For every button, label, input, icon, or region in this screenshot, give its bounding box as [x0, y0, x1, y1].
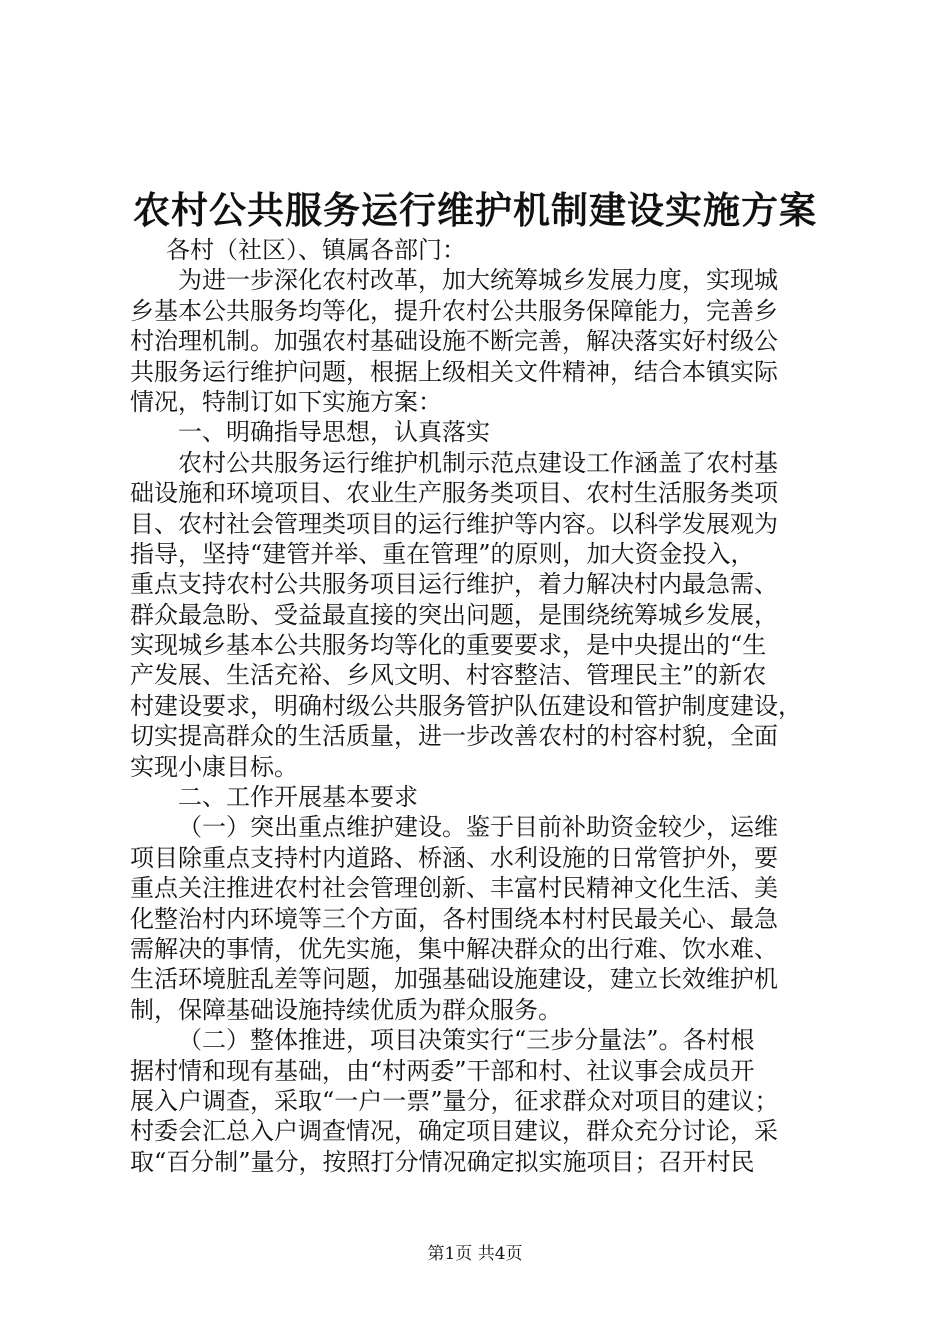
document-body [130, 235, 830, 1177]
text-line: （二）整体推进，项目决策实行“三步分量法”。各村根 [178, 1026, 755, 1055]
text-line: 村建设要求，明确村级公共服务管护队伍建设和管护制度建设， [130, 691, 802, 720]
text-line: 产发展、生活充裕、乡风文明、村容整洁、管理民主”的新农 [130, 661, 767, 690]
text-line: 项目除重点支持村内道路、桥涵、水利设施的日常管护外，要 [130, 843, 778, 872]
text-line: 重点关注推进农村社会管理创新、丰富村民精神文化生活、美 [130, 874, 778, 903]
text-line: 指导，坚持“建管并举、重在管理”的原则，加大资金投入， [130, 539, 755, 568]
text-line: 二、工作开展基本要求 [178, 783, 418, 812]
text-line: 展入户调查，采取“一户一票”量分，征求群众对项目的建议； [130, 1086, 779, 1115]
text-line: 一、明确指导思想，认真落实 [178, 418, 490, 447]
text-line: 制，保障基础设施持续优质为群众服务。 [130, 995, 562, 1024]
text-line: 重点支持农村公共服务项目运行维护，着力解决村内最急需、 [130, 570, 778, 599]
text-line: 实现小康目标。 [130, 752, 298, 781]
text-line: 实现城乡基本公共服务均等化的重要要求，是中央提出的“生 [130, 631, 767, 660]
text-line: 乡基本公共服务均等化，提升农村公共服务保障能力，完善乡 [130, 296, 778, 325]
text-line: 为进一步深化农村改革，加大统筹城乡发展力度，实现城 [178, 266, 778, 295]
document-title: 农村公共服务运行维护机制建设实施方案 [133, 188, 817, 232]
page-footer: 第1页 共4页 [427, 1244, 523, 1264]
text-line: 据村情和现有基础，由“村两委”干部和村、社议事会成员开 [130, 1056, 755, 1085]
text-line: 农村公共服务运行维护机制示范点建设工作涵盖了农村基 [178, 448, 778, 477]
text-line: 情况，特制订如下实施方案： [130, 387, 442, 416]
text-line: 目、农村社会管理类项目的运行维护等内容。以科学发展观为 [130, 509, 778, 538]
text-line: 础设施和环境项目、农业生产服务类项目、农村生活服务类项 [130, 479, 778, 508]
text-line: 各村（社区）、镇属各部门： [166, 236, 466, 264]
text-line: （一）突出重点维护建设。鉴于目前补助资金较少，运维 [178, 813, 778, 842]
text-line: 切实提高群众的生活质量，进一步改善农村的村容村貌，全面 [130, 722, 778, 751]
text-line: 需解决的事情，优先实施，集中解决群众的出行难、饮水难、 [130, 934, 778, 963]
text-line: 取“百分制”量分，按照打分情况确定拟实施项目；召开村民 [130, 1147, 755, 1176]
text-line: 群众最急盼、受益最直接的突出问题，是围绕统筹城乡发展， [130, 600, 778, 629]
text-line: 村委会汇总入户调查情况，确定项目建议，群众充分讨论，采 [130, 1117, 778, 1146]
text-line: 村治理机制。加强农村基础设施不断完善，解决落实好村级公 [130, 327, 778, 356]
text-line: 共服务运行维护问题，根据上级相关文件精神，结合本镇实际 [130, 357, 778, 386]
text-line: 生活环境脏乱差等问题，加强基础设施建设，建立长效维护机 [130, 965, 778, 994]
text-line: 化整治村内环境等三个方面，各村围绕本村村民最关心、最急 [130, 904, 778, 933]
